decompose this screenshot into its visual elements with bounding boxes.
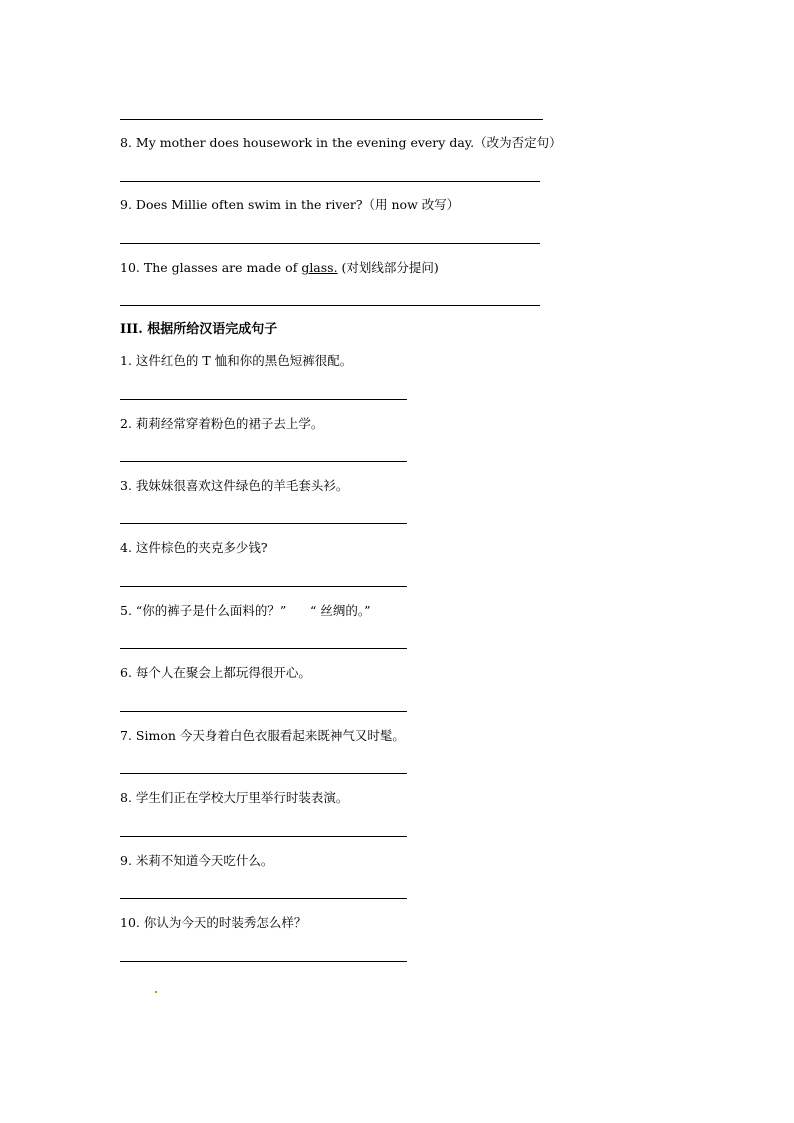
answer-line-part3-9 [120,898,407,899]
question-text: 我妹妹很喜欢这件绿色的羊毛套头衫。 [135,478,349,493]
answer-line-part2-8 [120,181,540,182]
question-part2-9 [120,197,459,213]
question-number: 5. [120,603,132,618]
answer-line-part3-8 [120,836,407,837]
answer-line-part3-4 [120,586,407,587]
question-number: 10. [120,915,140,930]
answer-line-part2-9 [120,243,540,244]
answer-line-part3-1 [120,399,407,400]
stray-mark [155,991,157,993]
answer-line-part2-7 [120,119,543,120]
question-text: Does Millie often swim in the river?（用 now 改写） [135,197,460,212]
question-number: 8. [120,790,132,805]
section-heading-part3: III. 根据所给汉语完成句子 [120,322,278,337]
question-text: 米莉不知道今天吃什么。 [135,853,274,868]
question-instruction: (对划线部分提问) [337,260,439,275]
question-number: 9. [120,853,132,868]
answer-line-part3-10 [120,961,407,962]
answer-line-part3-6 [120,711,407,712]
question-part2-10 [120,260,439,276]
question-part3-4 [120,540,268,556]
question-text: “你的裤子是什么面料的？” “ 丝绸的。” [135,603,371,618]
underlined-word: glass. [301,260,338,275]
question-text: 每个人在聚会上都玩得很开心。 [135,665,311,680]
question-text: 这件红色的 T 恤和你的黑色短裤很配。 [135,353,353,368]
question-number: 10. [120,260,140,275]
question-number: 9. [120,197,132,212]
question-part3-10 [120,915,306,931]
question-part3-7 [120,728,405,744]
question-part3-5 [120,603,371,619]
question-text: The glasses are made of [143,260,302,275]
answer-line-part2-10 [120,305,540,306]
question-part2-8 [120,135,562,151]
question-part3-2 [120,416,323,432]
question-number: 4. [120,540,132,555]
question-number: 8. [120,135,132,150]
question-part3-8 [120,790,348,806]
question-text: 学生们正在学校大厅里举行时装表演。 [135,790,349,805]
question-part3-6 [120,665,311,681]
question-number: 7. [120,728,132,743]
question-part3-9 [120,853,273,869]
answer-line-part3-7 [120,773,407,774]
question-number: 2. [120,416,132,431]
answer-line-part3-5 [120,648,407,649]
question-number: 6. [120,665,132,680]
question-number: 3. [120,478,132,493]
answer-line-part3-3 [120,523,407,524]
answer-line-part3-2 [120,461,407,462]
question-text: 你认为今天的时装秀怎么样？ [143,915,307,930]
question-part3-1 [120,353,352,369]
question-text: Simon 今天身着白色衣服看起来既神气又时髦。 [135,728,405,743]
question-text: My mother does housework in the evening every day.（改为否定句） [135,135,562,150]
question-number: 1. [120,353,132,368]
question-text: 这件棕色的夹克多少钱? [135,540,268,555]
question-part3-3 [120,478,348,494]
question-text: 莉莉经常穿着粉色的裙子去上学。 [135,416,324,431]
